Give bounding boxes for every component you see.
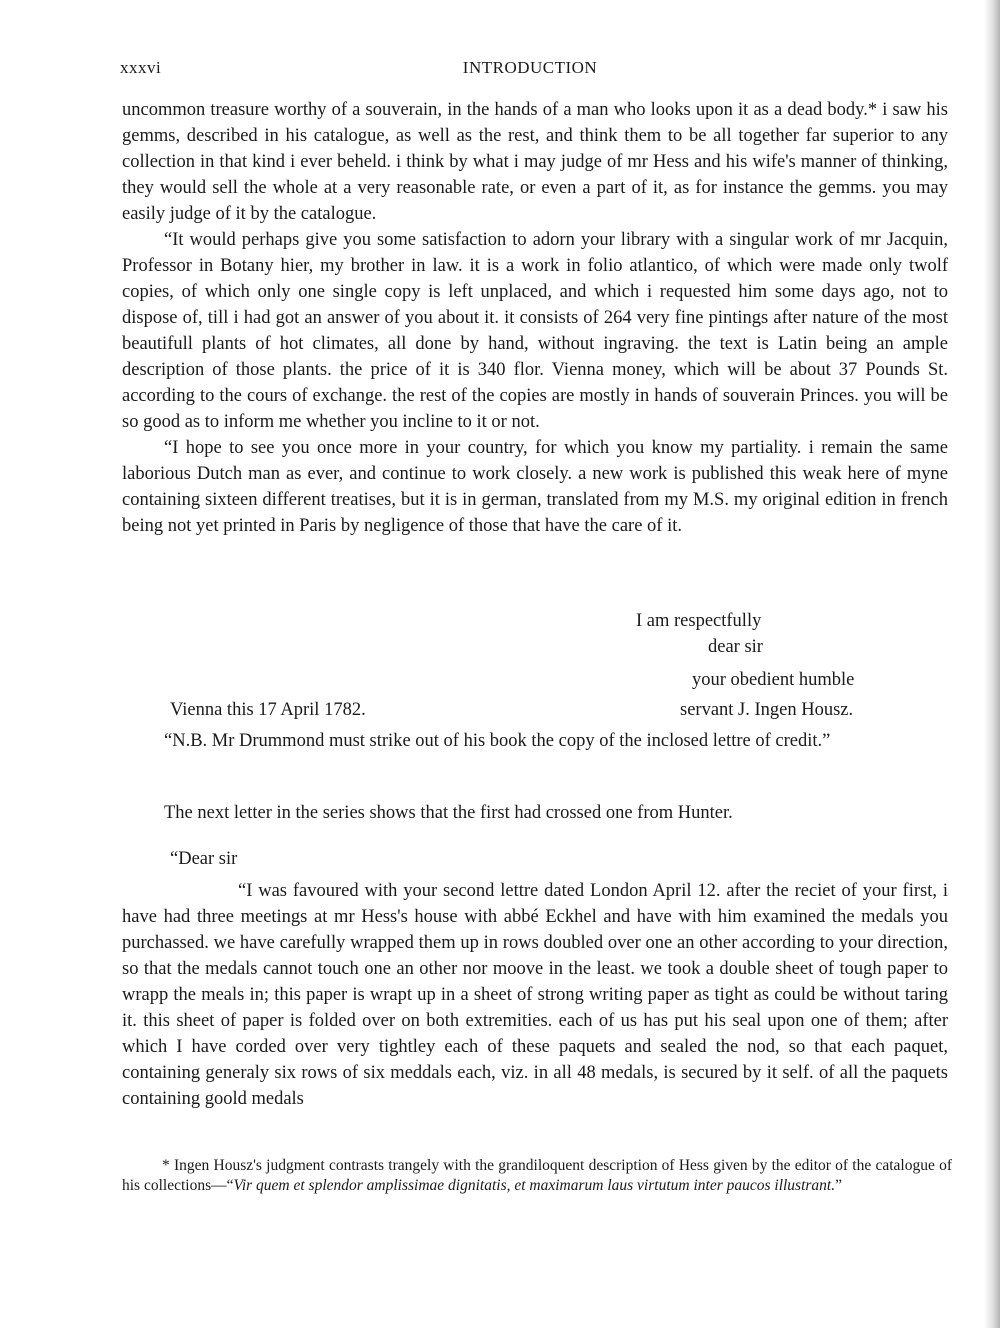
closing-obedient: your obedient humble: [692, 670, 855, 690]
closing-dear-sir: dear sir: [708, 637, 763, 657]
next-letter-block: [122, 800, 948, 826]
footnote-end: ”: [835, 1177, 842, 1194]
paragraph-1: uncommon treasure worthy of a souverain, in the hands of a man who looks upon it as a dead body.* i saw his gemms, described in his catalogue, as well as the rest, and think them to be all together far superior to any collection in that kind i ever beheld. i think by what i may judge of mr Hess and his wife's manner of thinking, they would sell the whole at a very reasonable rate, or even a part of it, as for instance the gemms. you may easily judge of it by the catalogue.: [122, 100, 948, 224]
footnote: [122, 1156, 952, 1196]
footnote-text: * Ingen Housz's judgment contrasts trangely with the grandiloquent description of Hess given by the editor of the catalogue of his collections—“: [122, 1157, 952, 1194]
letter-body: [122, 97, 948, 539]
letter-date: Vienna this 17 April 1782.: [170, 700, 366, 720]
second-letter-block: [122, 878, 948, 1112]
page-number: xxxvi: [120, 58, 162, 77]
next-letter-paragraph: The next letter in the series shows that the first had crossed one from Hunter.: [164, 803, 733, 823]
paragraph-3: “I hope to see you once more in your country, for which you know my partiality. i remain the same laborious Dutch man as ever, and continue to work closely. a new work is published this weak here of myne containing sixteen different treatises, but it is in german, translated from my M.S. my original edition in french being not yet printed in Paris by negligence of those that have the care of it.: [122, 438, 948, 536]
footnote-latin-quote: Vir quem et splendor amplissimae dignitatis, et maximarum laus virtutum inter paucos illustrant.: [233, 1177, 836, 1194]
paragraph-2: “It would perhaps give you some satisfaction to adorn your library with a singular work of mr Jacquin, Professor in Botany hier, my brother in law. it is a work in folio atlantico, of which were made only twolf copies, of which only one single copy is left unplaced, and which i requested him some days ago, not to dispose of, till i had got an answer of you about it. it consists of 264 very fine pintings after nature of the most beautifull plants of hot climates, all done by hand, without ingraving. the text is Latin being an ample description of those plants. the price of it is 340 flor. Vienna money, which will be about 37 Pounds St. according to the cours of exchange. the rest of the copies are mostly in hands of souverain Princes. you will be so good as to inform me whether you incline to it or not.: [122, 230, 948, 432]
nb-paragraph: “N.B. Mr Drummond must strike out of his book the copy of the inclosed lettre of credit.”: [164, 731, 831, 751]
running-title: INTRODUCTION: [462, 58, 598, 77]
page-header: [120, 58, 948, 82]
closing-respectfully: I am respectfully: [636, 611, 762, 631]
nb-block: [122, 728, 948, 754]
page-edge-shadow: [984, 0, 1000, 1328]
salutation: “Dear sir: [170, 849, 238, 869]
second-letter-paragraph: “I was favoured with your second lettre dated London April 12. after the reciet of your first, i have had three meetings at mr Hess's house with abbé Eckhel and have with him examined the medals you purchassed. we have carefully wrapped them up in rows doubled over one an other according to your direction, so that the medals cannot touch one an other nor moove in the least. we took a double sheet of tough paper to wrapp the meals in; this paper is wrapt up in a sheet of strong writing paper as tight as could be without taring it. this sheet of paper is folded over on both extremities. each of us has put his seal upon one of them; after which I have corded over very tightley each of these paquets and sealed the nod, so that each paquet, containing generaly six rows of six meddals each, viz. in all 48 medals, is secured by it self. of all the paquets containing goold medals: [122, 881, 948, 1109]
letter-signature: servant J. Ingen Housz.: [680, 700, 854, 720]
